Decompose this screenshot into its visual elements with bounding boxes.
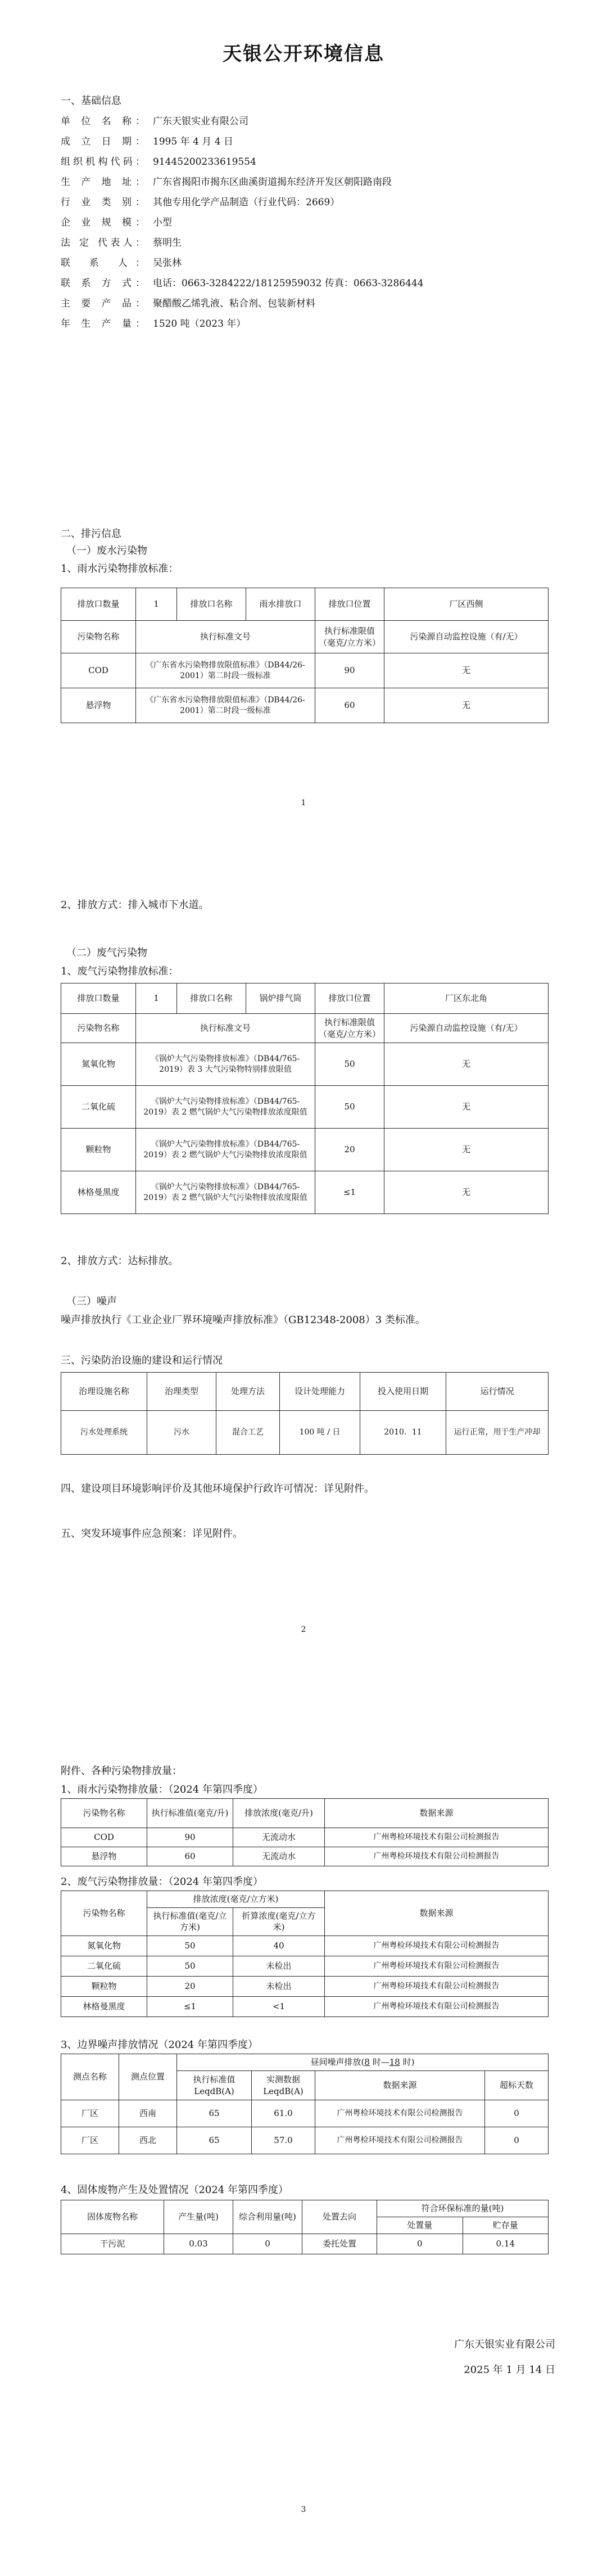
table-row: 厂区 西南 65 61.0 广州粤检环境技术有限公司检测报告 0: [61, 2100, 549, 2127]
page-number: 3: [301, 2505, 306, 2514]
table-row: 氮氧化物 《锅炉大气污染物排放标准》（DB44/765-2019）表 3 大气污染物特别排放限值 50 无: [61, 1043, 549, 1086]
noise-standard-text: 噪声排放执行《工业企业厂界环境噪声排放标准》（GB12348-2008）3 类标准。: [61, 1314, 425, 1326]
noise-quantity-title: 3、边界噪声排放情况（2024 年第四季度）: [61, 2039, 258, 2051]
info-row: 成 立 日 期： 1995 年 4 月 4 日: [61, 136, 233, 147]
gas-standard-table: 排放口数量 1 排放口名称 锅炉排气筒 排放口位置 厂区东北角 污染物名称 执行标准文号 执行标准限值（毫克/立方米） 污染源自动监控设施（有/无） 氮氧化物 《锅炉大气污染物排放标准》（DB44/765-2019）表 3 大气污染物特别排放限值 50 无 二氧化硫 《锅炉大气污染物排放标准》（DB44/765-2019）表 2 燃气锅炉大气污染物排放浓度限值 50 无 颗粒物 《锅炉大气污染物排放标准》（DB44/765-2019）表 2 燃气锅炉大气污染物排放浓度限值 20 无 林格曼黑度 《锅炉大气污染物排放标准》（DB44/765-2019）表 2 燃气锅炉大气污染物排放浓度限值 ≤1 无: [61, 983, 549, 1214]
exhaust-subheading: （二）废气污染物: [66, 947, 147, 959]
info-row: 联 系 人： 吴张林: [61, 258, 182, 269]
info-row: 法 定 代表人： 蔡明生: [61, 237, 182, 249]
rain-standard-table: 排放口数量 1 排放口名称 雨水排放口 排放口位置 厂区西侧 污染物名称 执行标准文号 执行标准限值（毫克/立方米） 污染源自动监控设施（有/无） COD 《广东省水污染物排放限值标准》（DB44/26-2001）第二时段一级标准 90 无 悬浮物 《广东省水污染物排放限值标准》（DB44/26-2001）第二时段一级标准 60 无: [61, 588, 549, 723]
rain-quantity-table: 污染物名称 执行标准值(毫克/升) 排放浓度(毫克/升) 数据来源 COD 90 无流动水 广州粤检环境技术有限公司检测报告 悬浮物 60 无流动水 广州粤检环境技术有限公司检测报告: [61, 1798, 549, 1866]
section-emergency-text: 五、突发环境事件应急预案：详见附件。: [61, 1528, 243, 1540]
table-row: 林格曼黑度 《锅炉大气污染物排放标准》（DB44/765-2019）表 2 燃气锅炉大气污染物排放浓度限值 ≤1 无: [61, 1171, 549, 1214]
info-row: 单 位 名 称： 广东天银实业有限公司: [61, 116, 248, 127]
table-row: 厂区 西北 65 57.0 广州粤检环境技术有限公司检测报告 0: [61, 2127, 549, 2154]
table-row: COD 《广东省水污染物排放限值标准》（DB44/26-2001）第二时段一级标准 90 无: [61, 653, 549, 688]
info-row: 年 生 产 量： 1520 吨（2023 年）: [61, 318, 246, 330]
basic-info-list: [61, 111, 555, 334]
section-basic-info-heading: 一、基础信息: [61, 95, 121, 107]
noise-subheading: （三）噪声: [66, 1296, 117, 1307]
page-number: 1: [301, 798, 306, 807]
table-row: 氮氧化物 50 40 广州粤检环境技术有限公司检测报告: [61, 1936, 549, 1956]
info-row: 联 系 方 式： 电话：0663-3284222/18125959032 传真：0663-3286444: [61, 278, 424, 289]
table-row: 林格曼黑度 ≤1 <1 广州粤检环境技术有限公司检测报告: [61, 1996, 549, 2016]
solid-waste-title: 4、固体废物产生及处置情况（2024 年第四季度）: [61, 2184, 288, 2196]
gas-quantity-table: 污染物名称 排放浓度(毫克/立方米) 数据来源 执行标准值(毫克/立方米) 折算浓度(毫克/立方米) 氮氧化物 50 40 广州粤检环境技术有限公司检测报告 二氧化硫 50 未检出 广州粤检环境技术有限公司检测报告 颗粒物 20 未检出 广州粤检环境技术有限公司检测报告 林格曼黑度 ≤1 <1 广州粤检环境技术有限公司检测报告: [61, 1891, 549, 2017]
table-row: 颗粒物 《锅炉大气污染物排放标准》（DB44/765-2019）表 2 燃气锅炉大气污染物排放浓度限值 20 无: [61, 1129, 549, 1171]
table-row: 颗粒物 20 未检出 广州粤检环境技术有限公司检测报告: [61, 1976, 549, 1996]
table-row: 悬浮物 60 无流动水 广州粤检环境技术有限公司检测报告: [61, 1847, 549, 1866]
section-facility-heading: 三、污染防治设施的建设和运行情况: [61, 1355, 223, 1366]
table-row: 悬浮物 《广东省水污染物排放限值标准》（DB44/26-2001）第二时段一级标准 60 无: [61, 688, 549, 723]
section-eia-text: 四、建设项目环境影响评价及其他环境保护行政许可情况：详见附件。: [61, 1483, 374, 1495]
signature-company: 广东天银实业有限公司: [454, 2339, 555, 2351]
signature-date: 2025 年 1 月 14 日: [464, 2364, 555, 2376]
facility-table: 治理设施名称 治理类型 处理方法 设计处理能力 投入使用日期 运行情况 污水处理系统 污水 混合工艺 100 吨 / 日 2010．11 运行正常，用于生产冲却: [61, 1372, 549, 1455]
section-emission-heading: 二、排污信息: [61, 528, 121, 540]
info-row: 企 业 规 模： 小型: [61, 217, 172, 228]
rain-quantity-title: 1、雨水污染物排放量：（2024 年第四季度）: [61, 1784, 263, 1795]
table-row: 二氧化硫 50 未检出 广州粤检环境技术有限公司检测报告: [61, 1956, 549, 1976]
gas-standard-title: 1、废气污染物排放标准：: [61, 966, 179, 977]
gas-discharge-method: 2、排放方式：达标排放。: [61, 1255, 179, 1267]
table-row: 污水处理系统 污水 混合工艺 100 吨 / 日 2010．11 运行正常，用于生产冲却: [61, 1411, 549, 1455]
table-row: 二氧化硫 《锅炉大气污染物排放标准》（DB44/765-2019）表 2 燃气锅炉大气污染物排放浓度限值 50 无: [61, 1086, 549, 1129]
rain-standard-title: 1、雨水污染物排放标准：: [61, 563, 179, 575]
appendix-heading: 附件、各种污染物排放量：: [61, 1765, 182, 1777]
solid-waste-table: 固体废物名称 产生量(吨) 综合利用量(吨) 处置去向 符合环保标准的量(吨) 处置量 贮存量 干污泥 0.03 0 委托处置 0 0.14: [61, 2200, 549, 2254]
wastewater-subheading: （一）废水污染物: [66, 545, 147, 557]
info-row: 主 要 产 品： 聚醋酸乙烯乳液、粘合剂、包装新材料: [61, 298, 315, 309]
noise-quantity-table: 测点名称 测点位置 昼间噪声排放(8 时—18 时) 执行标准值LeqdB(A) 实测数据LeqdB(A) 数据来源 超标天数 厂区 西南 65 61.0 广州粤检环境技术有限公司检测报告 0 厂区 西北 65 57.0 广州粤检环境技术有限公司检测报告 0: [61, 2054, 549, 2154]
table-row: 干污泥 0.03 0 委托处置 0 0.14: [61, 2234, 549, 2254]
rain-discharge-method: 2、排放方式：排入城市下水道。: [61, 899, 209, 911]
info-row: 行 业 类 别： 其他专用化学产品制造（行业代码：2669）: [61, 197, 340, 208]
page-title: 天银公开环境信息: [223, 43, 384, 65]
gas-quantity-title: 2、废气污染物排放量：（2024 年第四季度）: [61, 1876, 263, 1888]
info-row: 组织机构代码： 91445200233619554: [61, 156, 256, 168]
table-row: COD 90 无流动水 广州粤检环境技术有限公司检测报告: [61, 1828, 549, 1847]
page-number: 2: [301, 1625, 306, 1634]
info-row: 生 产 地 址： 广东省揭阳市揭东区曲溪街道揭东经济开发区朝阳路南段: [61, 177, 392, 188]
